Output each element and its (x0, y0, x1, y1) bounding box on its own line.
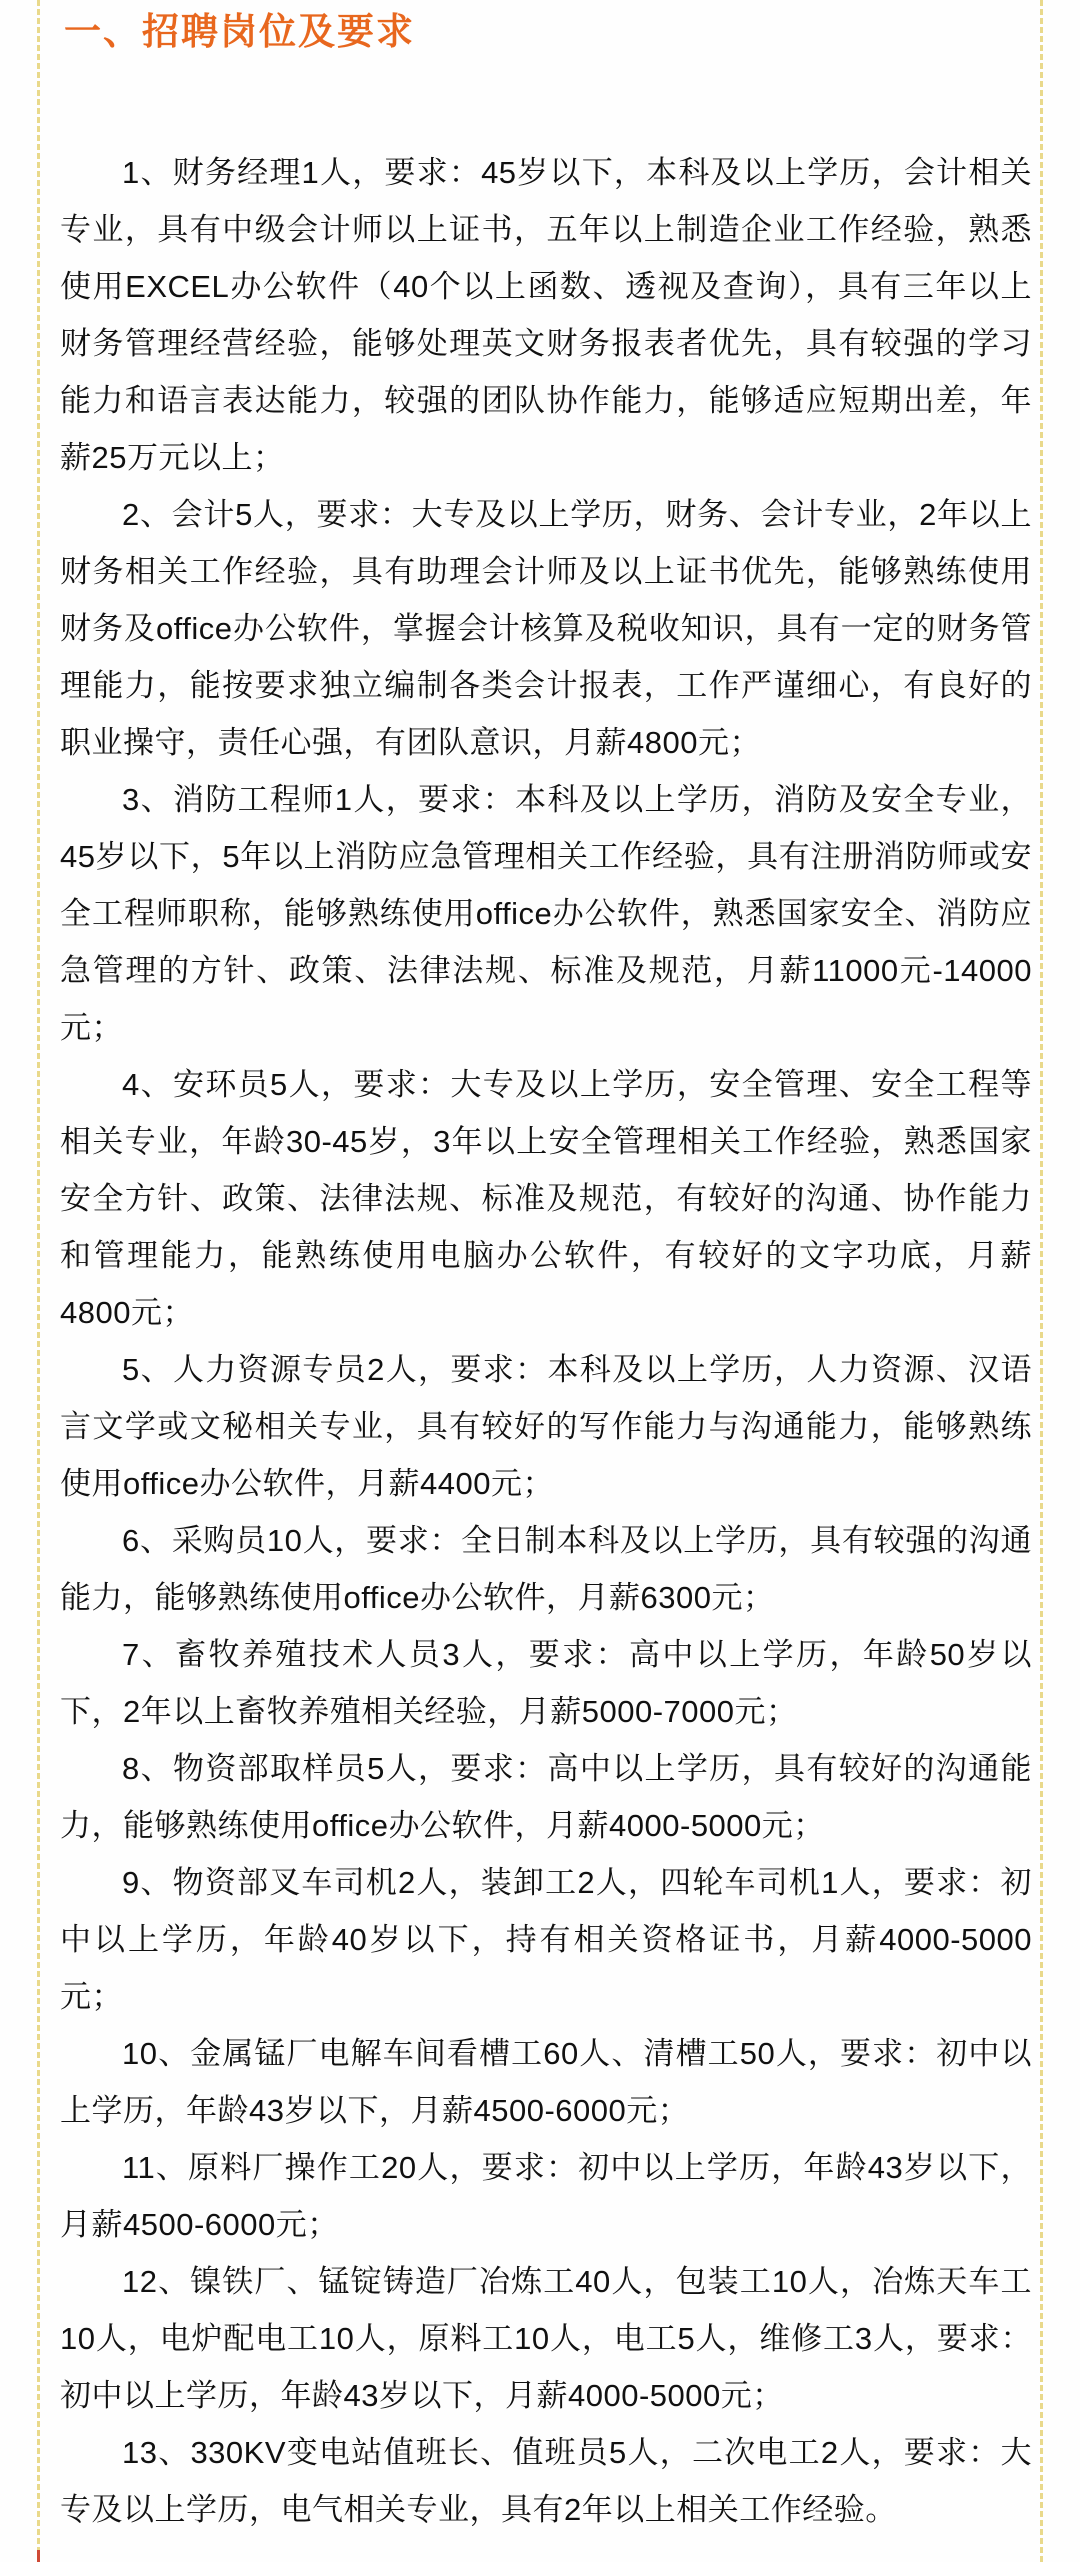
job-item-finance-manager: 1、财务经理1人，要求：45岁以下，本科及以上学历，会计相关专业，具有中级会计师以上证书，五年以上制造企业工作经验，熟悉使用EXCEL办公软件（40个以上函数、透视及查询），具有三年以上财务管理经营经验，能够处理英文财务报表者优先，具有较强的学习能力和语言表达能力，较强的团队协作能力，能够适应短期出差，年薪25万元以上； (60, 155, 1032, 476)
job-item-safety-officer: 4、安环员5人，要求：大专及以上学历，安全管理、安全工程等相关专业，年龄30-45岁，3年以上安全管理相关工作经验，熟悉国家安全方针、政策、法律法规、标准及规范，有较好的沟通、协作能力和管理能力，能熟练使用电脑办公软件，有较好的文字功底，月薪4800元； (60, 1067, 1032, 1331)
job-item-smelting-worker: 12、镍铁厂、锰锭铸造厂冶炼工40人，包装工10人，冶炼天车工10人，电炉配电工10人，原料工10人，电工5人，维修工3人，要求：初中以上学历，年龄43岁以下，月薪4000-5000元； (60, 2264, 1032, 2414)
job-item-accountant: 2、会计5人，要求：大专及以上学历，财务、会计专业，2年以上财务相关工作经验，具有助理会计师及以上证书优先，能够熟练使用财务及office办公软件，掌握会计核算及税收知识，具有一定的财务管理能力，能按要求独立编制各类会计报表，工作严谨细心，有良好的职业操守，责任心强，有团队意识，月薪4800元； (60, 497, 1032, 761)
job-item-substation-staff: 13、330KV变电站值班长、值班员5人，二次电工2人，要求：大专及以上学历，电气相关专业，具有2年以上相关工作经验。 (60, 2435, 1032, 2528)
job-list (0, 54, 1080, 2562)
job-item-purchaser: 6、采购员10人，要求：全日制本科及以上学历，具有较强的沟通能力，能够熟练使用office办公软件，月薪6300元； (60, 1523, 1032, 1616)
right-dashed-border (1040, 0, 1043, 2562)
job-item-livestock-tech: 7、畜牧养殖技术人员3人，要求：高中以上学历，年龄50岁以下，2年以上畜牧养殖相关经验，月薪5000-7000元； (60, 1637, 1032, 1730)
job-item-electrolysis-worker: 10、金属锰厂电解车间看槽工60人、清槽工50人，要求：初中以上学历，年龄43岁以下，月薪4500-6000元； (60, 2036, 1032, 2129)
section-title: 一、招聘岗位及要求 (64, 11, 415, 52)
job-item-hr-specialist: 5、人力资源专员2人，要求：本科及以上学历，人力资源、汉语言文学或文秘相关专业，具有较好的写作能力与沟通能力，能够熟练使用office办公软件，月薪4400元； (60, 1352, 1032, 1502)
job-item-fire-engineer: 3、消防工程师1人，要求：本科及以上学历，消防及安全专业，45岁以下，5年以上消防应急管理相关工作经验，具有注册消防师或安全工程师职称，能够熟练使用office办公软件，熟悉国家安全、消防应急管理的方针、政策、法律法规、标准及规范，月薪11000元-14000元； (60, 782, 1032, 1046)
job-item-raw-material-operator: 11、原料厂操作工20人，要求：初中以上学历，年龄43岁以下，月薪4500-6000元； (60, 2150, 1032, 2243)
job-item-forklift-driver: 9、物资部叉车司机2人，装卸工2人，四轮车司机1人，要求：初中以上学历，年龄40岁以下，持有相关资格证书，月薪4000-5000元； (60, 1865, 1032, 2015)
job-item-sampler: 8、物资部取样员5人，要求：高中以上学历，具有较好的沟通能力，能够熟练使用office办公软件，月薪4000-5000元； (60, 1751, 1032, 1844)
left-dashed-border (37, 0, 40, 2562)
border-accent-mark (37, 2550, 40, 2562)
